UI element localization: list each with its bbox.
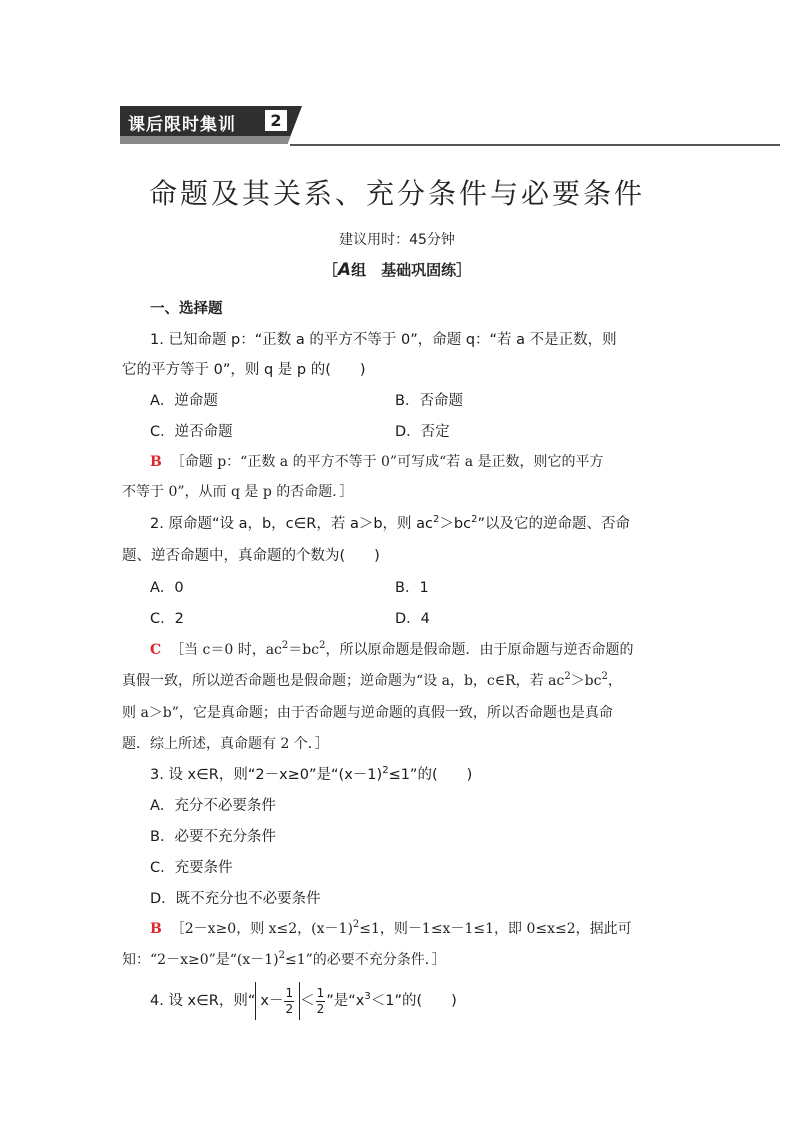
q2-answer-sup-2: 2	[319, 640, 326, 651]
q4-absolute-value	[255, 982, 300, 1020]
q1-answer-letter: B	[150, 454, 162, 470]
q1-answer-line2: 不等于 0”，从而 q 是 p 的否命题．］	[122, 484, 354, 500]
q2-option-a: A．0	[150, 580, 184, 596]
group-heading	[0, 259, 794, 280]
q3-option-a: A．充分不必要条件	[150, 798, 276, 814]
q3-answer-sup-2: 2	[278, 950, 286, 961]
group-text: 组 基础巩固练	[351, 261, 457, 279]
q3-answer-c: 知：“2－x≥0”是“(x－1)	[122, 952, 279, 968]
q1-stem-line2: 它的平方等于 0”，则 q 是 p 的( )	[122, 362, 366, 378]
q2-option-c: C．2	[150, 611, 184, 627]
q4-fraction-inner-den: 2	[285, 1001, 294, 1016]
q2-answer-letter: C	[150, 642, 162, 658]
q2-stem-part-a: 2. 原命题“设 a，b，c∈R，若 a＞b，则 ac	[150, 516, 433, 532]
banner-rule	[290, 144, 780, 146]
q3-option-c: C．充要条件	[150, 860, 233, 876]
q1-answer-line1	[150, 451, 603, 471]
q3-answer-letter: B	[150, 921, 162, 937]
q2-answer-line2-a: 真假一致，所以逆否命题也是假命题；逆命题为“设 a，b，c∈R，若 ac	[122, 673, 565, 689]
banner-number: 2	[265, 110, 287, 131]
suggested-time: 建议用时：45分钟	[339, 232, 455, 248]
q4-fraction-inner-num: 1	[285, 985, 294, 1000]
section-heading: 一、选择题	[150, 301, 223, 317]
q3-answer-line2	[122, 949, 446, 969]
banner-label: 课后限时集训	[128, 115, 236, 135]
q4-mid: ”是“x	[326, 993, 365, 1009]
q2-answer-sup-3: 2	[564, 671, 571, 682]
q1-stem-line1: 1. 已知命题 p：“正数 a 的平方不等于 0”，命题 q：“若 a 不是正数，则	[150, 332, 617, 348]
group-bracket-open: ［	[322, 261, 338, 279]
q4-fraction-rhs	[316, 986, 326, 1017]
q3-stem-a: 3. 设 x∈R，则“2－x≥0”是“(x－1)	[150, 767, 383, 783]
q4-abs-inner: x－	[260, 993, 284, 1009]
q3-option-d: D．既不充分也不必要条件	[150, 891, 321, 907]
q2-answer-sup-1: 2	[281, 640, 289, 651]
group-letter: A	[337, 260, 352, 280]
q2-stem-part-c: ”以及它的逆命题、否命	[477, 516, 630, 532]
q4-fraction-rhs-den: 2	[316, 1001, 325, 1016]
q2-answer-line2	[122, 670, 622, 690]
q2-sup-1: 2	[433, 514, 440, 525]
q2-stem-line1	[150, 512, 630, 533]
q3-answer-line1	[150, 918, 632, 938]
q2-answer-part-a: ［当 c＝0 时，ac	[170, 642, 282, 658]
q2-stem-line2: 题、逆否命题中，真命题的个数为( )	[122, 548, 380, 564]
q2-answer-line3: 则 a＞b”，它是真命题；由于否命题与逆命题的真假一致，所以否命题也是真命	[122, 705, 613, 721]
q3-answer-sup-1: 2	[352, 919, 360, 930]
q2-option-b: B．1	[395, 580, 429, 596]
q2-sup-2: 2	[471, 514, 478, 525]
q1-option-d: D．否定	[395, 424, 450, 440]
q3-sup: 2	[382, 765, 389, 776]
q1-option-c: C．逆否命题	[150, 424, 233, 440]
group-bracket-close: ］	[456, 261, 472, 279]
q4-fraction-rhs-num: 1	[316, 985, 325, 1000]
q3-answer-b: ≤1，则－1≤x－1≤1，即 0≤x≤2，据此可	[359, 921, 632, 937]
section-banner	[120, 104, 780, 144]
q1-option-a: A．逆命题	[150, 393, 218, 409]
page-title: 命题及其关系、充分条件与必要条件	[148, 177, 645, 210]
q3-stem	[150, 763, 472, 784]
q3-stem-b: ≤1”的( )	[388, 767, 473, 783]
q2-stem-part-b: ＞bc	[439, 516, 472, 532]
q4-suffix: ＜1”的( )	[370, 993, 457, 1009]
q4-prefix: 4. 设 x∈R，则“	[150, 993, 256, 1009]
q3-answer-d: ≤1”的必要不充分条件．］	[285, 952, 446, 968]
q2-answer-line2-b: ＞bc	[570, 673, 602, 689]
q4-less-than: ＜	[300, 993, 315, 1009]
q2-answer-part-c: ，所以原命题是假命题．由于原命题与逆否命题的	[325, 642, 634, 658]
q4-stem	[150, 982, 457, 1020]
q2-option-d: D．4	[395, 611, 430, 627]
q2-answer-part-b: ＝bc	[288, 642, 320, 658]
q2-answer-line2-c: ，	[607, 673, 622, 689]
q1-answer-text1: ［命题 p：“正数 a 的平方不等于 0”可写成“若 a 是正数，则它的平方	[170, 454, 604, 470]
q3-answer-a: ［2－x≥0，则 x≤2，(x－1)	[170, 921, 353, 937]
q1-option-b: B．否命题	[395, 393, 463, 409]
q4-sup: 3	[364, 991, 371, 1002]
q4-fraction-inner	[284, 986, 294, 1017]
q2-answer-line4: 题．综上所述，真命题有 2 个．］	[122, 736, 329, 752]
q2-answer-line1	[150, 639, 633, 659]
q3-option-b: B．必要不充分条件	[150, 829, 276, 845]
banner-tag-shadow	[120, 136, 302, 144]
q2-answer-sup-4: 2	[601, 671, 608, 682]
